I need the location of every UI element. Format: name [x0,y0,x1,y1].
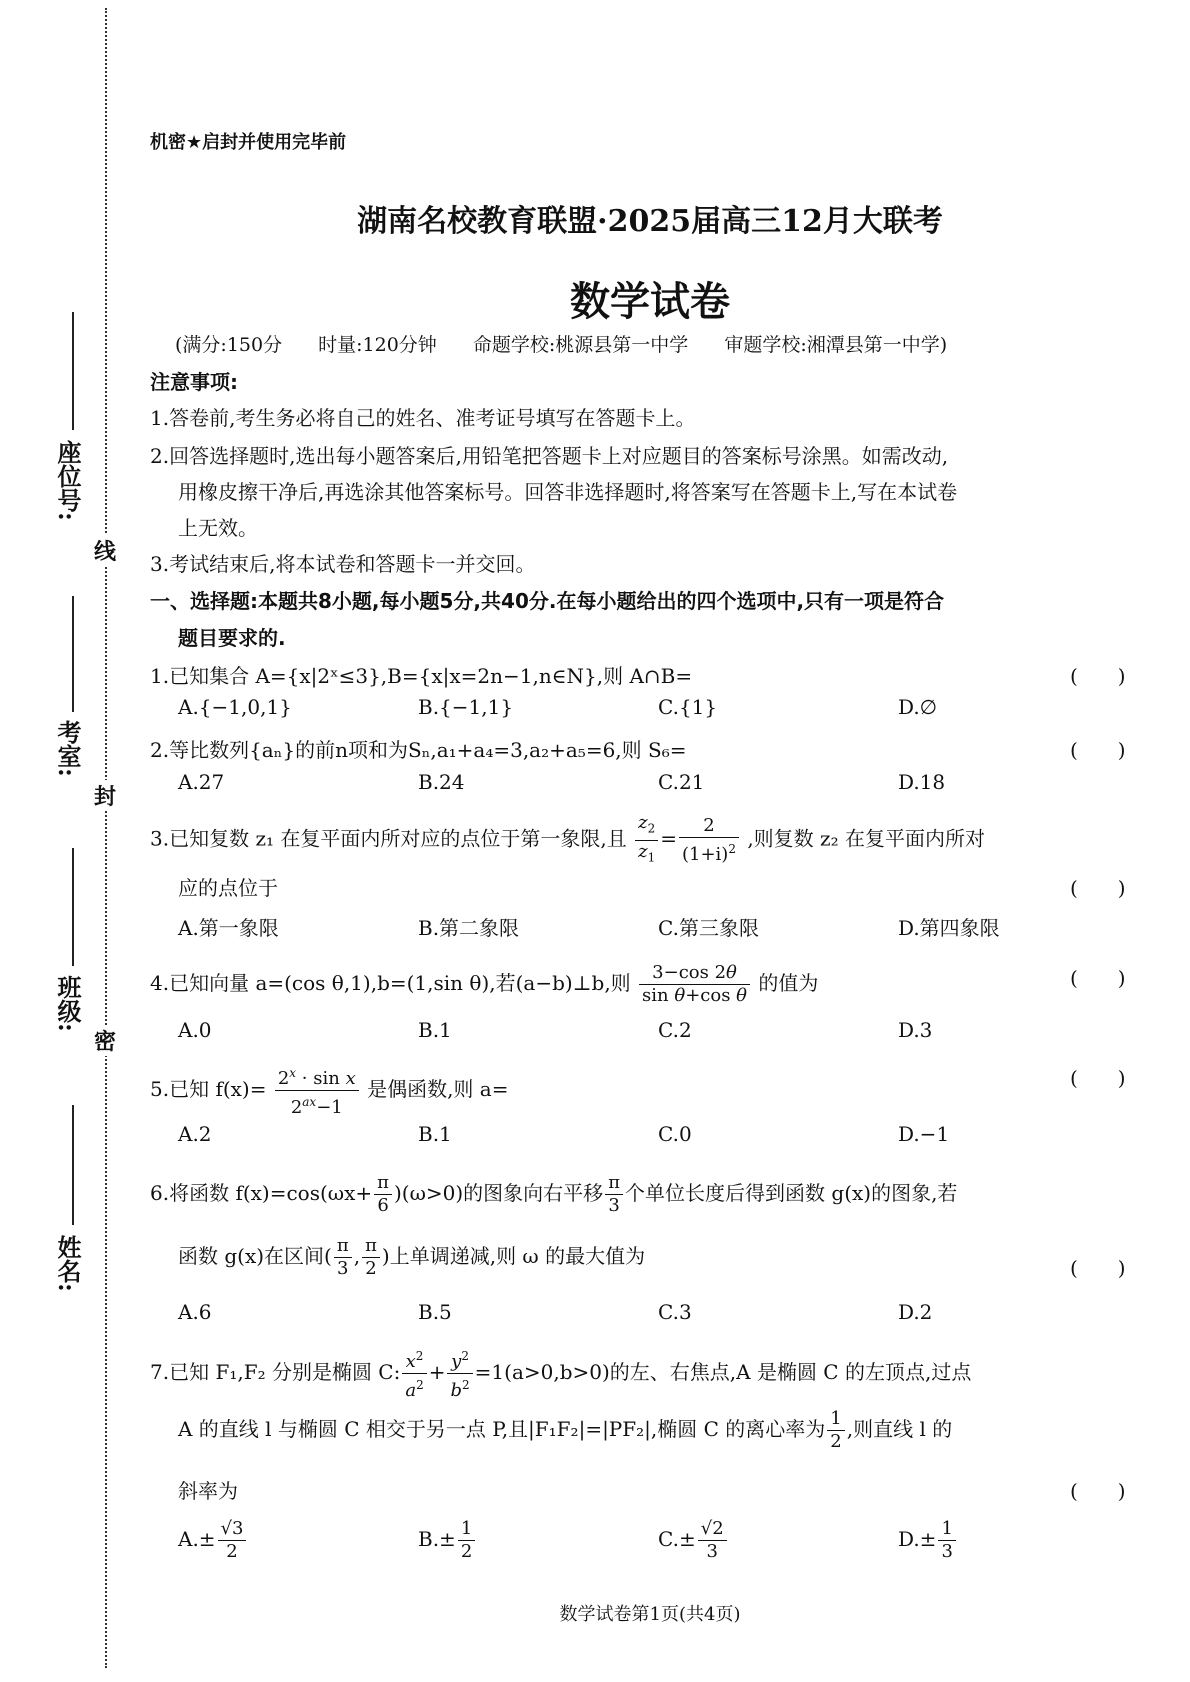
question-6-text-b: )(ω>0)的图象向右平移 [393,1181,604,1205]
question-4-option-b: B.1 [418,1018,452,1042]
binding-dotted-line [105,8,107,1668]
question-3-stem: 3.已知复数 z₁ 在复平面内所对应的点位于第一象限,且 $\frac{z_2}{z_1}$ = $\frac{2}{(1+i)^2}$ ,则复数 z₂ 在复平面内所对 [150,812,985,868]
question-1-option-c: C.{1} [658,695,718,719]
z2-over-z1-fraction: $\frac{z_2}{z_1}$ [635,812,658,868]
page-footer: 数学试卷第1页(共4页) [559,1604,741,1625]
question-2-option-c: C.21 [658,770,705,794]
question-2-answer-blank: ( ) [1070,738,1126,762]
sqrt3-over-2: $\frac{√3}{2}$ [218,1518,247,1563]
notice-item-3: 3.考试结束后,将本试卷和答题卡一并交回。 [150,552,536,576]
seat-label: 座位号: [53,440,82,521]
question-6-option-c: C.3 [658,1300,692,1324]
question-6-text-e: )上单调递减,则 ω 的最大值为 [381,1244,646,1268]
question-3-option-d: D.第四象限 [898,916,1000,940]
confidential-note: 机密★启封并使用完毕前 [150,132,347,153]
seal-char-mi: 密 [90,1025,120,1056]
notice-item-2-end: 上无效。 [178,516,258,540]
question-6-answer-blank: ( ) [1070,1256,1126,1280]
question-7-text-b: =1(a>0,b>0)的左、右焦点,A 是椭圆 C 的左顶点,过点 [474,1360,972,1384]
question-3-option-b: B.第二象限 [418,916,520,940]
question-7-option-b-label: B.± [418,1527,456,1551]
question-5-option-b: B.1 [418,1122,452,1146]
question-6-option-a: A.6 [178,1300,212,1324]
exam-subtitle: 数学试卷 [570,279,730,325]
info-setter: 命题学校:桃源县第一中学 [472,334,689,356]
interval-right-fraction: $\frac{\pi}{2}$ [362,1235,380,1280]
info-score: (满分:150分 [175,334,283,356]
notice-item-2: 2.回答选择题时,选出每小题答案后,用铅笔把答题卡上对应题目的答案标号涂黑。如需改动, [150,444,949,468]
question-2-option-b: B.24 [418,770,465,794]
two-over-one-plus-i-squared-fraction: $\frac{2}{(1+i)^2}$ [679,815,739,866]
question-2-option-d: D.18 [898,770,946,794]
question-4-answer-blank: ( ) [1070,966,1126,990]
question-4-text-post: 的值为 [758,971,819,995]
question-7-answer-blank: ( ) [1070,1479,1126,1503]
question-3-option-a: A.第一象限 [178,916,279,940]
class-line [72,848,74,966]
trig-fraction: $\frac{3-\cos 2\theta}{\text{sin θ+cos θ}}$ [639,962,750,1007]
one-over-3: $\frac{1}{3}$ [938,1518,955,1563]
interval-left-fraction: $\frac{\pi}{3}$ [334,1235,352,1280]
question-6-option-b: B.5 [418,1300,452,1324]
sqrt2-over-3: $\frac{√2}{3}$ [698,1518,727,1563]
question-5-option-d: D.−1 [898,1122,950,1146]
question-5-answer-blank: ( ) [1070,1066,1126,1090]
question-5-option-a: A.2 [178,1122,212,1146]
notice-title: 注意事项: [150,370,238,394]
exam-info [175,330,977,357]
question-3-stem-cont: 应的点位于 [178,876,278,900]
question-1-option-b: B.{−1,1} [418,695,514,719]
question-2-option-a: A.27 [178,770,225,794]
info-time: 时量:120分钟 [318,334,437,356]
notice-item-2-cont: 用橡皮擦干净后,再选涂其他答案标号。回答非选择题时,将答案写在答题卡上,写在本试卷 [178,480,958,504]
function-fraction: $\frac{2^x \cdot \sin x}{2^{ax}-1}$ [275,1062,359,1119]
seat-line [72,312,74,430]
exam-title: 湖南名校教育联盟·2025届高三12月大联考 [357,204,943,239]
question-5-text-post: 是偶函数,则 a= [367,1077,509,1101]
question-6-stem [150,1172,957,1217]
question-7-stem: 7.已知 F₁,F₂ 分别是椭圆 C: $\frac{x^2}{a^2}$ + $\frac{y^2}{b^2}$ =1(a>0,b>0)的左、右焦点,A 是椭圆 C 的左顶点,过点 [150,1345,971,1402]
question-7-text-d: ,则直线 l 的 [846,1417,953,1441]
question-7-option-d-label: D.± [898,1527,937,1551]
pi-over-3-fraction: $\frac{\pi}{3}$ [605,1172,623,1217]
question-7-text-a: 7.已知 F₁,F₂ 分别是椭圆 C: [150,1360,401,1384]
question-3-text-post: ,则复数 z₂ 在复平面内所对 [747,826,985,851]
question-1-option-a: A.{−1,0,1} [178,695,292,719]
seal-char-feng: 封 [90,780,120,811]
one-over-2: $\frac{1}{2}$ [458,1518,475,1563]
question-4-option-a: A.0 [178,1018,212,1042]
question-7-option-a [178,1518,248,1563]
question-7-option-c [658,1518,729,1563]
question-6-stem-cont: 函数 g(x)在区间( $\frac{\pi}{3}$ , $\frac{\pi}{2}$ )上单调递减,则 ω 的最大值为 [178,1235,646,1279]
section-heading-cont: 题目要求的. [178,626,286,650]
question-1-answer-blank: ( ) [1070,664,1126,688]
pi-over-6-fraction: $\frac{\pi}{6}$ [374,1172,392,1217]
section-heading: 一、选择题:本题共8小题,每小题5分,共40分.在每小题给出的四个选项中,只有一项是符合 [150,589,945,613]
question-7-text-c: A 的直线 l 与椭圆 C 相交于另一点 P,且|F₁F₂|=|PF₂|,椭圆 C 的离心率为 [178,1417,826,1441]
question-5-stem [150,1062,508,1119]
x-squared-over-a-squared: $\frac{x^2}{a^2}$ [402,1345,426,1402]
question-3-option-c: C.第三象限 [658,916,759,940]
notice-item-1: 1.答卷前,考生务必将自己的姓名、准考证号填写在答题卡上。 [150,406,696,430]
question-7-option-b [418,1518,477,1563]
room-line [72,596,74,712]
question-4-stem [150,962,818,1007]
question-4-option-c: C.2 [658,1018,692,1042]
question-7-option-c-label: C.± [658,1527,696,1551]
eccentricity-fraction: $\frac{1}{2}$ [827,1408,844,1453]
question-7-option-d [898,1518,958,1563]
question-2-stem: 2.等比数列{aₙ}的前n项和为Sₙ,a₁+a₄=3,a₂+a₅=6,则 S₆= [150,738,687,762]
question-5-text-pre: 5.已知 f(x)= [150,1077,267,1101]
question-4-option-d: D.3 [898,1018,933,1042]
question-7-option-a-label: A.± [178,1527,216,1551]
name-label: 姓名: [53,1235,82,1292]
question-3-answer-blank: ( ) [1070,876,1126,900]
question-7-stem-cont [178,1408,952,1453]
question-4-text-pre: 4.已知向量 a=(cos θ,1),b=(1,sin θ),若(a−b)⊥b,则 [150,971,631,995]
question-6-text-d: 函数 g(x)在区间( [178,1244,332,1268]
question-6-text-c: 个单位长度后得到函数 g(x)的图象,若 [625,1181,958,1205]
class-label: 班级: [53,975,82,1032]
question-6-text-a: 6.将函数 f(x)=cos(ωx+ [150,1181,373,1205]
question-1-stem: 1.已知集合 A={x|2ˣ≤3},B={x|x=2n−1,n∈N},则 A∩B= [150,664,693,688]
question-3-text-pre: 3.已知复数 z₁ 在复平面内所对应的点位于第一象限,且 [150,826,627,851]
question-1-option-d: D.∅ [898,695,938,719]
question-7-stem-end: 斜率为 [178,1479,238,1503]
y-squared-over-b-squared: $\frac{y^2}{b^2}$ [447,1345,472,1402]
seal-char-xian: 线 [90,535,120,566]
info-reviewer: 审题学校:湘潭县第一中学) [724,334,948,356]
name-line [72,1105,74,1225]
question-5-option-c: C.0 [658,1122,692,1146]
room-label: 考室: [53,720,82,777]
question-6-option-d: D.2 [898,1300,933,1324]
